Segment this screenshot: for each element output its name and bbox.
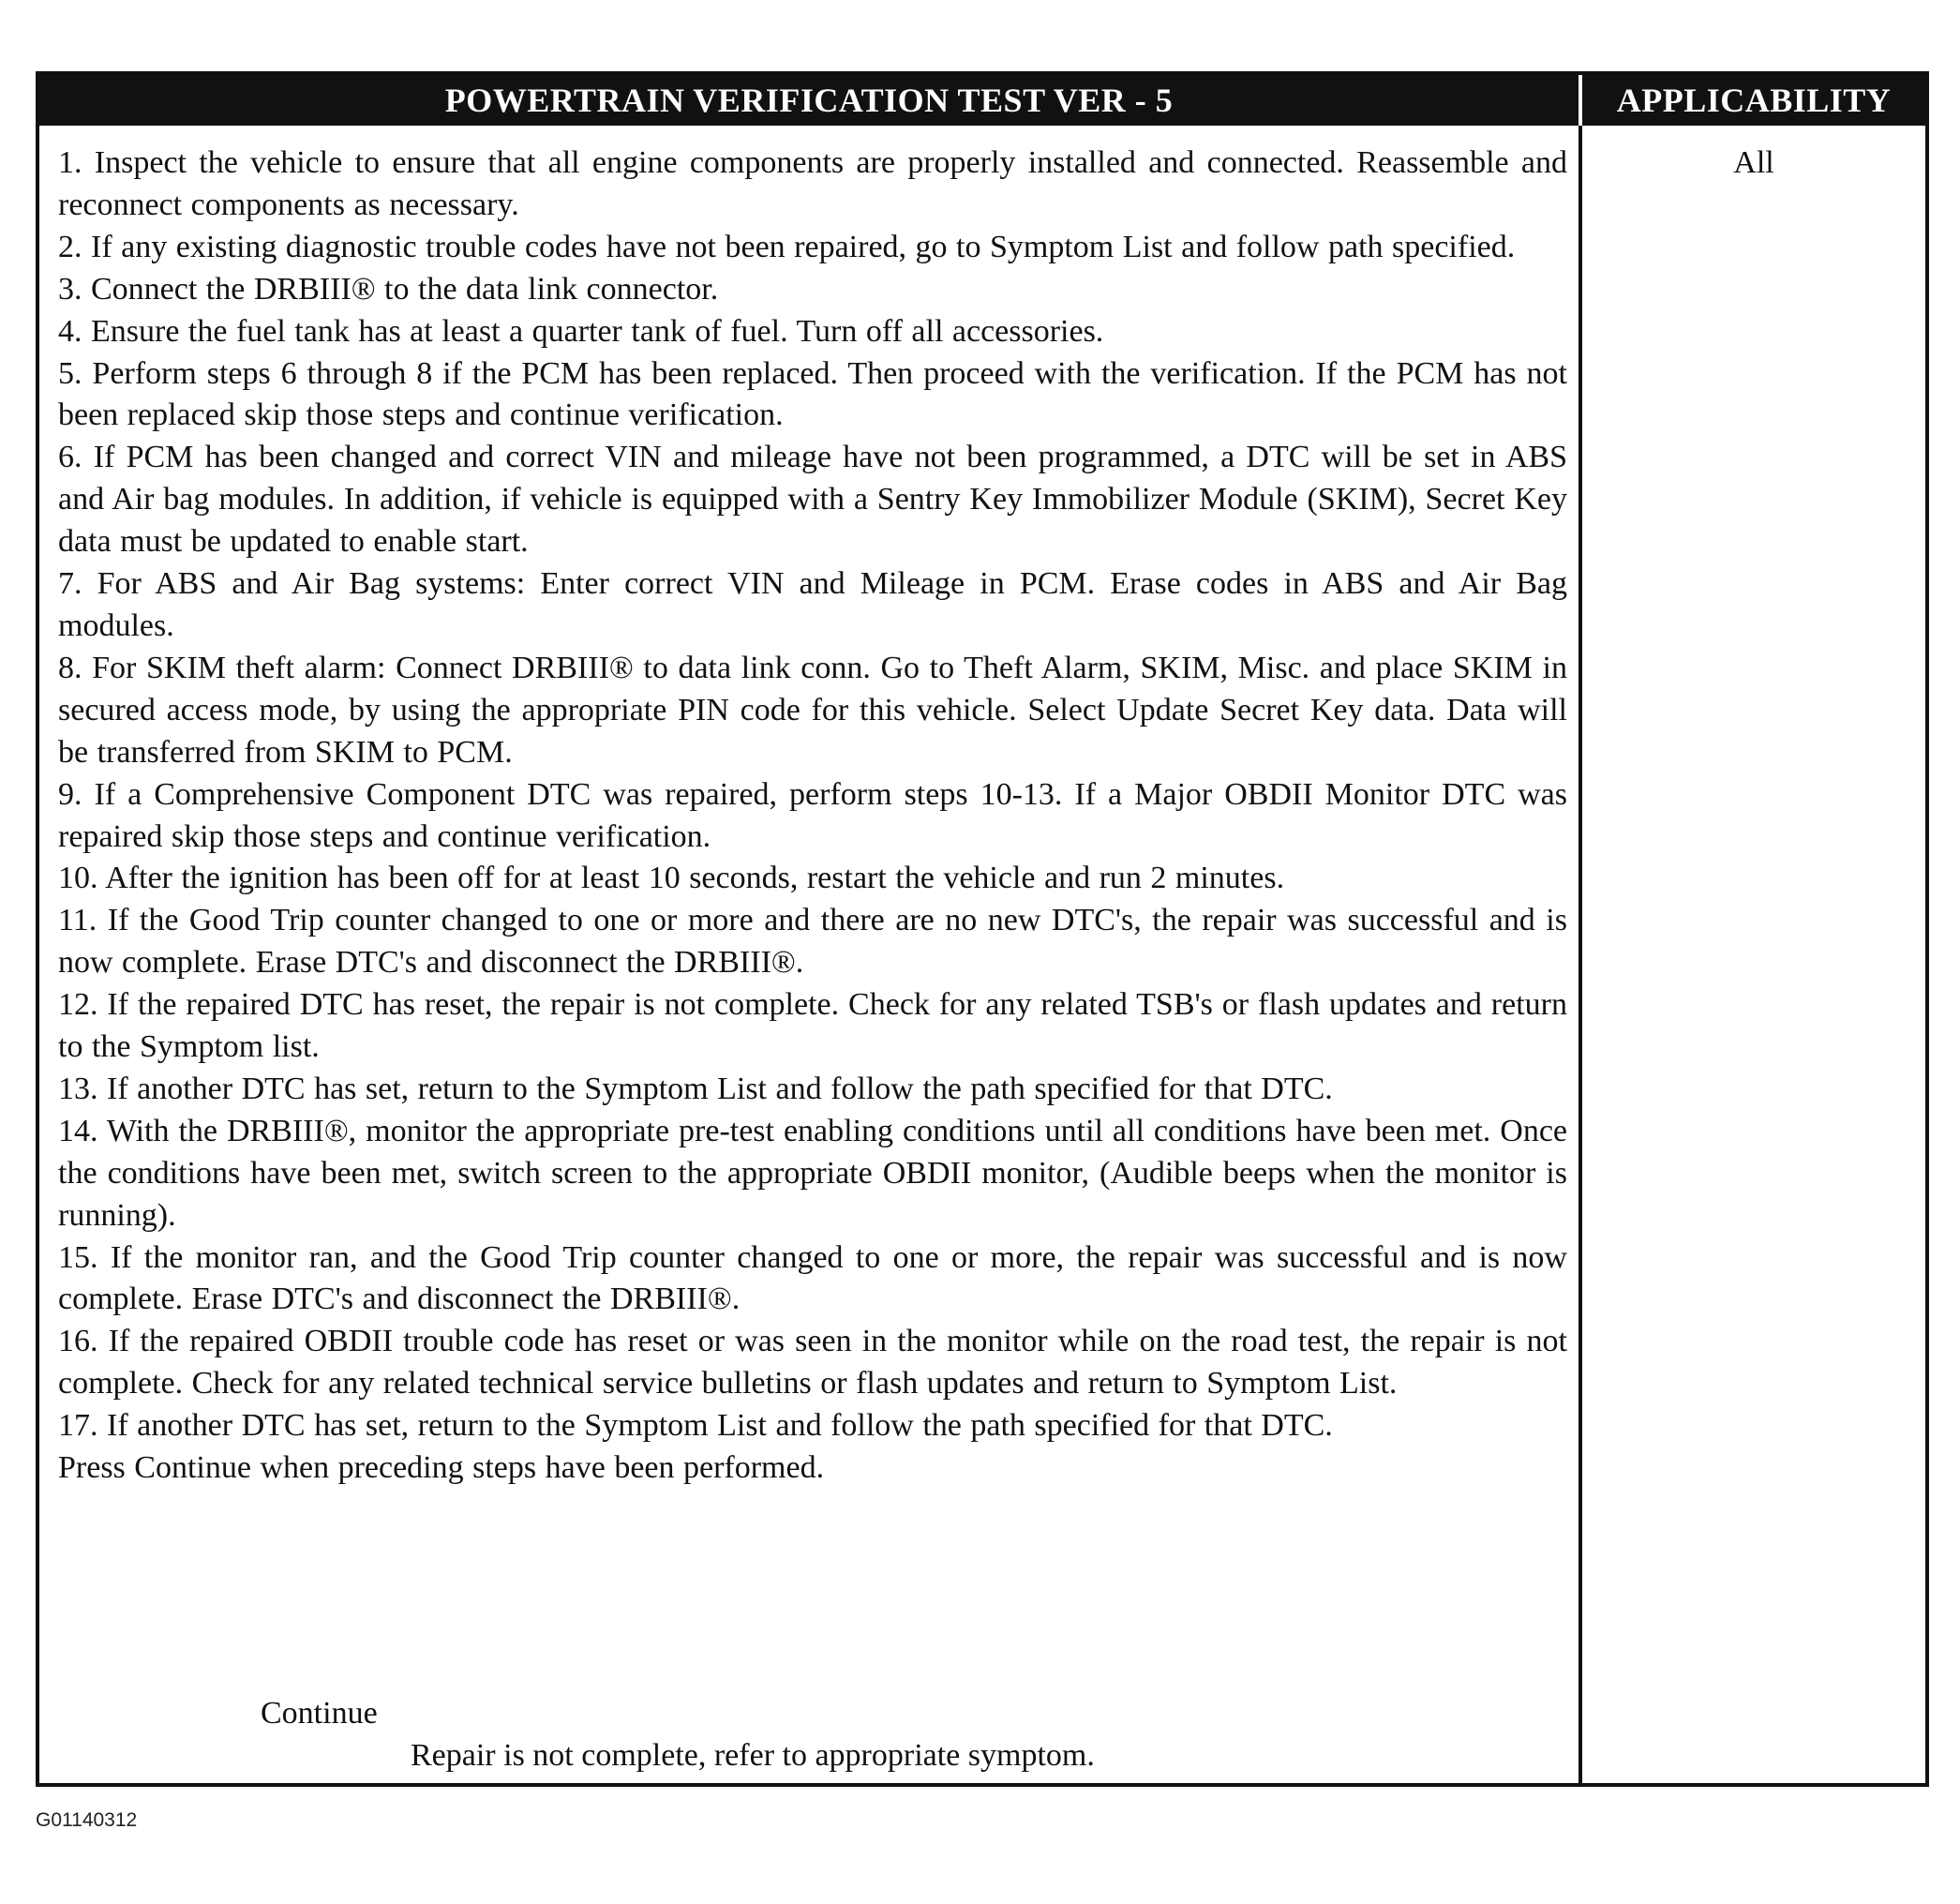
step-15: 15. If the monitor ran, and the Good Trip counter changed to one or more, the repair was successful and is now complete. Erase DTC's and disconnect the DRBIII®.	[58, 1239, 1567, 1317]
step-8: 8. For SKIM theft alarm: Connect DRBIII® to data link conn. Go to Theft Alarm, SKIM, Misc. and place SKIM in secured access mode, by using the appropriate PIN code for this vehicle. Select Update Secret Key data. Data will be transferred from SKIM to PCM.	[58, 650, 1567, 770]
step-12: 12. If the repaired DTC has reset, the repair is not complete. Check for any related TSB's or flash updates and return to the Symptom list.	[58, 987, 1567, 1065]
step-5: 5. Perform steps 6 through 8 if the PCM has been replaced. Then proceed with the verification. If the PCM has not been replaced skip those steps and continue verification.	[58, 355, 1567, 433]
step-10: 10. After the ignition has been off for at least 10 seconds, restart the vehicle and run 2 minutes.	[58, 861, 1285, 896]
applicability-header: APPLICABILITY	[1582, 75, 1925, 126]
step-2: 2. If any existing diagnostic trouble codes have not been repaired, go to Symptom List and follow path specified.	[58, 229, 1516, 264]
applicability-cell	[1582, 126, 1925, 1783]
step-9: 9. If a Comprehensive Component DTC was repaired, perform steps 10-13. If a Major OBDII Monitor DTC was repaired skip those steps and continue verification.	[58, 776, 1567, 854]
step-4: 4. Ensure the fuel tank has at least a quarter tank of fuel. Turn off all accessories.	[58, 313, 1104, 349]
step-13: 13. If another DTC has set, return to the Symptom List and follow the path specified for that DTC.	[58, 1071, 1333, 1106]
applicability-value: All	[1733, 145, 1774, 180]
step-16: 16. If the repaired OBDII trouble code has reset or was seen in the monitor while on the road test, the repair is not complete. Check for any related technical service bulletins or flash updates and return to Symptom List.	[58, 1324, 1567, 1402]
figure-id: G01140312	[36, 1809, 138, 1831]
continue-prompt: Press Continue when preceding steps have been performed.	[58, 1450, 825, 1486]
step-3: 3. Connect the DRBIII® to the data link connector.	[58, 271, 719, 307]
test-steps-cell	[39, 126, 1582, 1783]
step-11: 11. If the Good Trip counter changed to one or more and there are no new DTC's, the repair was successful and is now complete. Erase DTC's and disconnect the DRBIII®.	[58, 903, 1567, 981]
step-17: 17. If another DTC has set, return to the Symptom List and follow the path specified for that DTC.	[58, 1408, 1333, 1444]
step-14: 14. With the DRBIII®, monitor the appropriate pre-test enabling conditions until all conditions have been met. Once the conditions have been met, switch screen to the appropriate OBDII monitor, (Audible beeps when the monitor is running).	[58, 1113, 1567, 1233]
step-1: 1. Inspect the vehicle to ensure that all engine components are properly installed and connected. Reassemble and reconnect components as necessary.	[58, 145, 1567, 222]
repair-not-complete-option[interactable]: Repair is not complete, refer to appropriate symptom.	[411, 1738, 1095, 1773]
continue-option[interactable]: Continue	[261, 1696, 378, 1731]
step-6: 6. If PCM has been changed and correct VIN and mileage have not been programmed, a DTC will be set in ABS and Air bag modules. In addition, if vehicle is equipped with a Sentry Key Immobilizer Module (SKIM), Secret Key data must be updated to enable start.	[58, 440, 1567, 560]
verification-test-table	[36, 71, 1929, 1787]
step-7: 7. For ABS and Air Bag systems: Enter correct VIN and Mileage in PCM. Erase codes in ABS and Air Bag modules.	[58, 566, 1567, 643]
test-title-header: POWERTRAIN VERIFICATION TEST VER - 5	[39, 75, 1582, 126]
